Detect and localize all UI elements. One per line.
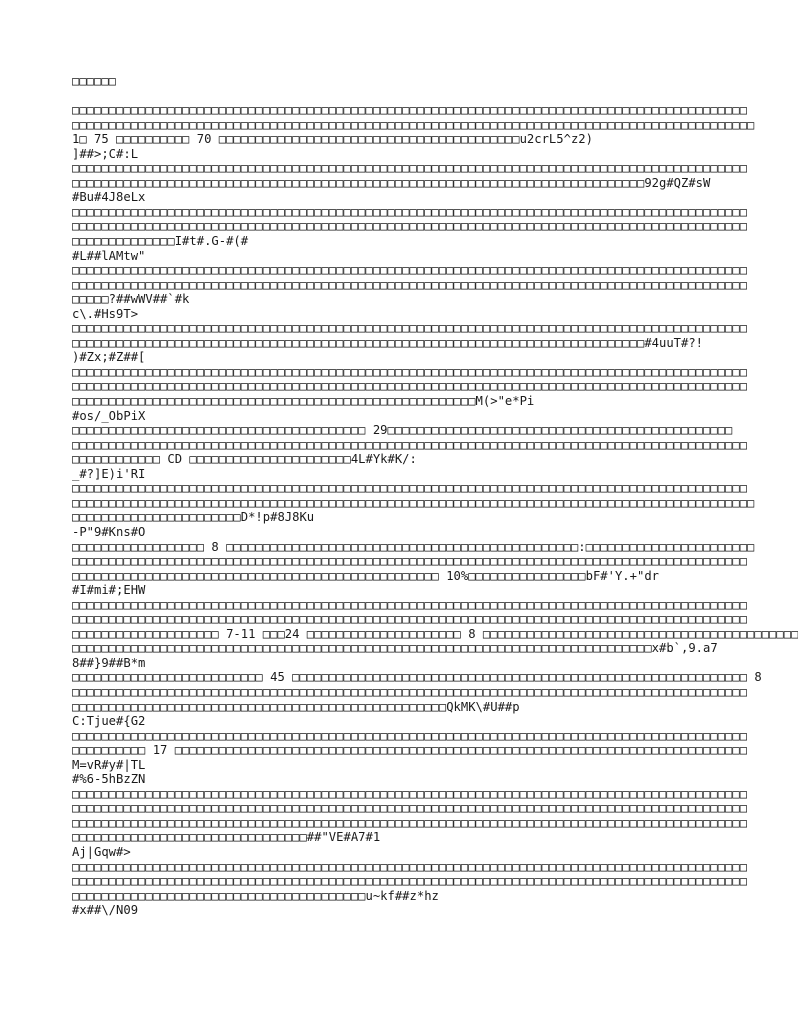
text-line: □□□□□□□□□□□□□□□□□□□□□□□□□□□□□□□□□□□□□□□□□□□□□□□□□□□□□□□□□□□□□□□□□□□□□□□□□□□□□□□□□□□□□□□□□□□□ — [72, 801, 748, 816]
text-line: □□□□□□□□□□□□□□I#t#.G-#(# — [72, 234, 249, 249]
text-line: □□□□□□□□□□□□□□□□□□□□□□□D*!p#8J8Ku — [72, 510, 315, 525]
text-line: 8##}9##B*m — [72, 655, 146, 670]
text-line: C:Tjue#{G2 — [72, 714, 146, 729]
text-line: □□□□□□□□□□□□ CD □□□□□□□□□□□□□□□□□□□□□□4L#Yk#K/: — [72, 452, 417, 467]
text-line: □□□□□□□□□□□□□□□□□□□□□□□□□□□□□□□□□□□□□□□□□□□□□□□□□□□□□□□□□□□□□□□□□□□□□□□□□□□□□□□□□□□□□□□□□□□□ — [72, 612, 748, 627]
text-line: □□□□□□□□□□□□□□□□□□□□□□□□□□□□□□□□□□□□□□□□□□□□□□□□□□□□□□□□□□□□□□□□□□□□□□□□□□□□□□□□□□□□□□□□□□□□ — [72, 437, 748, 452]
text-line: □□□□□□□□□□□□□□□□□□□□□□□□□□□□□□□□□□□□□□□□□□□□□□□□□□□□□□□□□□□□□□□□□□□□□□□□□□□□□□□□□□□□□□□□□□□□ — [72, 728, 748, 743]
text-line: □□□□□□□□□□□□□□□□□□□□□□□□□□□□□□□□□□□□□□□□□□□□□□□□□□□□□□□□□□□□□□□□□□□□□□□□□□□□□□□□□□□□□□□□□□□□ — [72, 815, 748, 830]
text-line: □□□□□□□□□□□□□□□□□□□□□□□□□□□□□□□□□□□□□□□□□□□□□□□□□□□□□□□□□□□□□□□□□□□□□□□□□□□□□□□□□□□□□□□□□□□□ — [72, 786, 748, 801]
text-line: □□□□□□□□□□□□□□□□□□□□□□□□□□□□□□□□##"VE#A7#1 — [72, 830, 381, 845]
text-line: Aj|Gqw#> — [72, 844, 131, 859]
text-line: #os/_ObPiX — [72, 408, 146, 423]
text-line: □□□□□□□□□□□□□□□□□□□□□□□□□□□□□□□□□□□□□□□□□□□□□□□□□□□□□□□□□□□□□□□□□□□□□□□□□□□□□□□□□□□□□□□□□□□□ — [72, 277, 748, 292]
text-line: 1□ 75 □□□□□□□□□□ 70 □□□□□□□□□□□□□□□□□□□□□□□□□□□□□□□□□□□□□□□□□u2crL5^z2) — [72, 132, 593, 147]
text-line: □□□□□□□□□□□□□□□□□□□□□□□□□□□□□□□□□□□□□□□□□□□□□□□□□□□□□□□□□□□□□□□□□□□□□□□□□□□□□□□□□□□□□□□□□□□□ — [72, 554, 748, 569]
text-line: □□□□□□□□□□□□□□□□□□□□□□□□□□□□□□□□□□□□□□□□□□□□□□□□□□□□□□□M(>"e*Pi — [72, 394, 535, 409]
text-line: □□□□□□□□□□ 17 □□□□□□□□□□□□□□□□□□□□□□□□□□□□□□□□□□□□□□□□□□□□□□□□□□□□□□□□□□□□□□□□□□□□□□□□□□□□□□ — [72, 743, 748, 758]
text-line: □□□□□□□□□□□□□□□□□□□□□□□□□□□□□□□□□□□□□□□□□□□□□□□□□□□□□□□□□□□□□□□□□□□□□□□□□□□□□□□□□□□□□□□□□□□□ — [72, 364, 748, 379]
document-body — [72, 103, 798, 918]
text-line: □□□□□□□□□□□□□□□□□□□□□□□□□□□□□□□□□□□□□□□□□□□□□□□□□□□□□□□□□□□□□□□□□□□□□□□□□□□□□□□□□□□□□□□□□□□□□ — [72, 495, 755, 510]
text-line: □□□□□□□□□□□□□□□□□□□□□□□□□□□□□□□□□□□□□□□□u~kf##z*hz — [72, 888, 439, 903]
text-line: -P"9#Kns#O — [72, 524, 146, 539]
text-line: □□□□□□□□□□□□□□□□□□□□□□□□□□□□□□□□□□□□□□□□ 29□□□□□□□□□□□□□□□□□□□□□□□□□□□□□□□□□□□□□□□□□□□□□□□ — [72, 423, 733, 438]
text-line: □□□□□□□□□□□□□□□□□□□□□□□□□□□□□□□□□□□□□□□□□□□□□□□□□□□□□□□□□□□□□□□□□□□□□□□□□□□□□□□□□□□□□□□□□□□□ — [72, 219, 748, 234]
text-line: □□□□□?##wWV##`#k — [72, 292, 190, 307]
text-line: #%6-5hBzZN — [72, 772, 146, 787]
text-line: □□□□□□□□□□□□□□□□□□□□□□□□□□□□□□□□□□□□□□□□□□□□□□□□□□□□□□□□□□□□□□□□□□□□□□□□□□□□□□92g#QZ#sW — [72, 175, 711, 190]
text-line: #L##lAMtw" — [72, 248, 146, 263]
text-line: □□□□□□□□□□□□□□□□□□□□□□□□□□□□□□□□□□□□□□□□□□□□□□□□□□□□□□□□□□□□□□□□□□□□□□□□□□□□□□□□□□□□□□□□□□□□ — [72, 103, 748, 118]
text-line: □□□□□□□□□□□□□□□□□□□□ 7-11 □□□24 □□□□□□□□□□□□□□□□□□□□□ 8 □□□□□□□□□□□□□□□□□□□□□□□□□□□□□□□□□□□□□□□□□□□ — [72, 626, 798, 641]
text-line: M=vR#y#|TL — [72, 757, 146, 772]
text-line: #I#mi#;EHW — [72, 583, 146, 598]
text-line: □□□□□□□□□□□□□□□□□□□□□□□□□□□□□□□□□□□□□□□□□□□□□□□□□□□□□□□□□□□□□□□□□□□□□□□□□□□□□□#4uuT#?! — [72, 335, 704, 350]
text-line: #Bu#4J8eLx — [72, 190, 146, 205]
text-line: c\.#Hs9T> — [72, 306, 139, 321]
text-line: □□□□□□□□□□□□□□□□□□□□□□□□□□□□□□□□□□□□□□□□□□□□□□□□□□□□□□□□□□□□□□□□□□□□□□□□□□□□□□□x#b`,9.a7 — [72, 641, 718, 656]
text-line: □□□□□□□□□□□□□□□□□□□□□□□□□□□□□□□□□□□□□□□□□□□□□□□□□□□□□□□□□□□□□□□□□□□□□□□□□□□□□□□□□□□□□□□□□□□□ — [72, 379, 748, 394]
text-line: □□□□□□□□□□□□□□□□□□□□□□□□□□□□□□□□□□□□□□□□□□□□□□□□□□□□□□□□□□□□□□□□□□□□□□□□□□□□□□□□□□□□□□□□□□□□ — [72, 161, 748, 176]
document-title: □□□□□□ — [72, 74, 117, 88]
document-page — [72, 74, 798, 918]
text-line: □□□□□□□□□□□□□□□□□□□□□□□□□□□□□□□□□□□□□□□□□□□□□□□□□□□□□□□□□□□□□□□□□□□□□□□□□□□□□□□□□□□□□□□□□□□□ — [72, 859, 748, 874]
text-line: □□□□□□□□□□□□□□□□□□□□□□□□□□□□□□□□□□□□□□□□□□□□□□□□□□□□□□□□□□□□□□□□□□□□□□□□□□□□□□□□□□□□□□□□□□□□□ — [72, 117, 755, 132]
text-line: □□□□□□□□□□□□□□□□□□□□□□□□□□□□□□□□□□□□□□□□□□□□□□□□□□ 10%□□□□□□□□□□□□□□□□bF#'Y.+"dr — [72, 568, 659, 583]
text-line: ]##>;C#:L — [72, 146, 139, 161]
text-line: □□□□□□□□□□□□□□□□□□□□□□□□□□ 45 □□□□□□□□□□□□□□□□□□□□□□□□□□□□□□□□□□□□□□□□□□□□□□□□□□□□□□□□□□□□□□ 8 — [72, 670, 762, 685]
text-line: □□□□□□□□□□□□□□□□□□□□□□□□□□□□□□□□□□□□□□□□□□□□□□□□□□□□□□□□□□□□□□□□□□□□□□□□□□□□□□□□□□□□□□□□□□□□ — [72, 321, 748, 336]
text-line: □□□□□□□□□□□□□□□□□□□□□□□□□□□□□□□□□□□□□□□□□□□□□□□□□□□□□□□□□□□□□□□□□□□□□□□□□□□□□□□□□□□□□□□□□□□□ — [72, 204, 748, 219]
text-line: _#?]E)i'RI — [72, 466, 146, 481]
text-line: □□□□□□□□□□□□□□□□□□□□□□□□□□□□□□□□□□□□□□□□□□□□□□□□□□□QkMK\#U##p — [72, 699, 520, 714]
text-line: #x##\/N09 — [72, 903, 139, 918]
text-line: □□□□□□□□□□□□□□□□□□□□□□□□□□□□□□□□□□□□□□□□□□□□□□□□□□□□□□□□□□□□□□□□□□□□□□□□□□□□□□□□□□□□□□□□□□□□ — [72, 481, 748, 496]
text-line: □□□□□□□□□□□□□□□□□□□□□□□□□□□□□□□□□□□□□□□□□□□□□□□□□□□□□□□□□□□□□□□□□□□□□□□□□□□□□□□□□□□□□□□□□□□□ — [72, 263, 748, 278]
text-line: )#Zx;#Z##[ — [72, 350, 146, 365]
text-line: □□□□□□□□□□□□□□□□□□ 8 □□□□□□□□□□□□□□□□□□□□□□□□□□□□□□□□□□□□□□□□□□□□□□□□:□□□□□□□□□□□□□□□□□□□□□□□ — [72, 539, 755, 554]
text-line: □□□□□□□□□□□□□□□□□□□□□□□□□□□□□□□□□□□□□□□□□□□□□□□□□□□□□□□□□□□□□□□□□□□□□□□□□□□□□□□□□□□□□□□□□□□□ — [72, 874, 748, 889]
text-line: □□□□□□□□□□□□□□□□□□□□□□□□□□□□□□□□□□□□□□□□□□□□□□□□□□□□□□□□□□□□□□□□□□□□□□□□□□□□□□□□□□□□□□□□□□□□ — [72, 684, 748, 699]
text-line: □□□□□□□□□□□□□□□□□□□□□□□□□□□□□□□□□□□□□□□□□□□□□□□□□□□□□□□□□□□□□□□□□□□□□□□□□□□□□□□□□□□□□□□□□□□□ — [72, 597, 748, 612]
